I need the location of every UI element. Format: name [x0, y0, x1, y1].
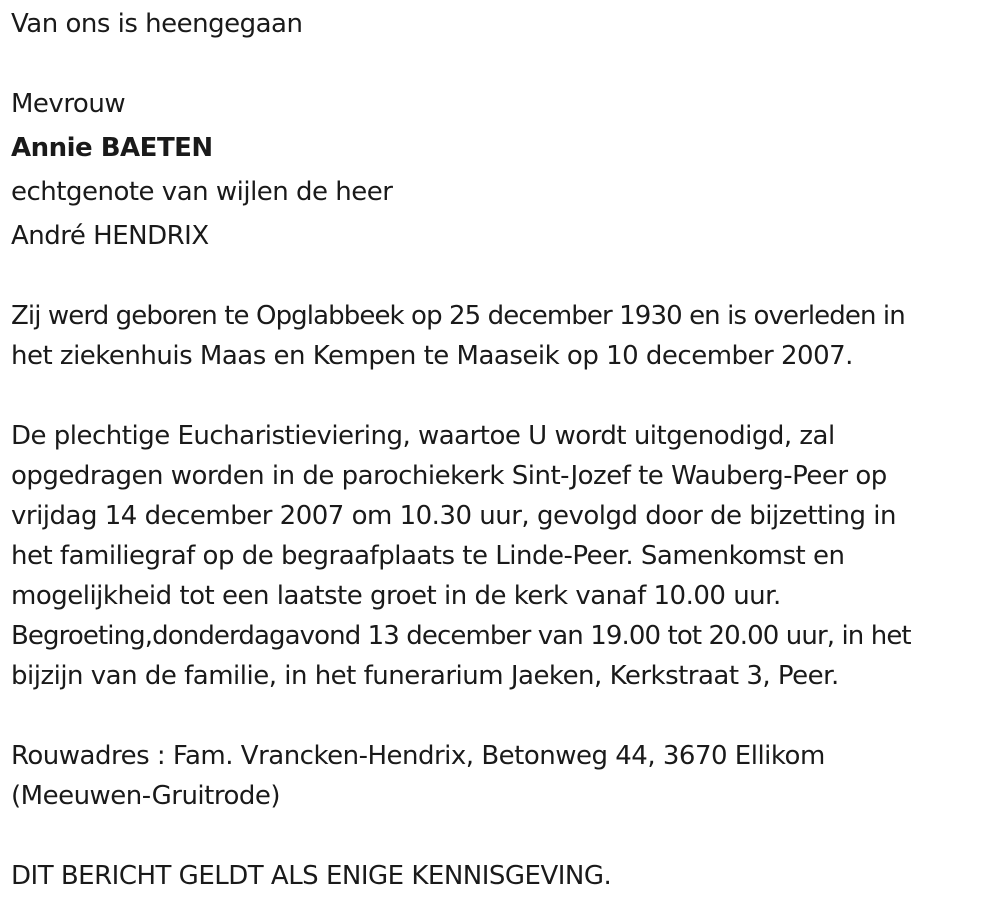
notice-line: DIT BERICHT GELDT ALS ENIGE KENNISGEVING.: [11, 861, 612, 891]
paragraph-line: het familiegraf op de begraafplaats te Linde-Peer. Samenkomst en: [11, 541, 845, 571]
paragraph-line: bijzijn van de familie, in het funerarium Jaeken, Kerkstraat 3, Peer.: [11, 661, 839, 691]
paragraph-line: mogelijkheid tot een laatste groet in de kerk vanaf 10.00 uur.: [11, 581, 781, 611]
paragraph-line: vrijdag 14 december 2007 om 10.30 uur, gevolgd door de bijzetting in: [11, 501, 896, 531]
address-line: Rouwadres : Fam. Vrancken-Hendrix, Betonweg 44, 3670 Ellikom: [11, 741, 825, 771]
birth-death-paragraph: [11, 296, 996, 376]
deceased-name: Annie BAETEN: [11, 133, 213, 163]
death-notice: [11, 0, 996, 896]
mourning-address: [11, 736, 996, 816]
spouse-name: André HENDRIX: [11, 221, 209, 251]
intro-line: Van ons is heengegaan: [11, 9, 303, 39]
paragraph-line: het ziekenhuis Maas en Kempen te Maaseik op 10 december 2007.: [11, 341, 853, 371]
paragraph-line: Zij werd geboren te Opglabbeek op 25 december 1930 en is overleden in: [11, 301, 905, 331]
relation-line: echtgenote van wijlen de heer: [11, 177, 393, 207]
paragraph-line: opgedragen worden in de parochiekerk Sint-Jozef te Wauberg-Peer op: [11, 461, 887, 491]
paragraph-line: De plechtige Eucharistieviering, waartoe U wordt uitgenodigd, zal: [11, 421, 835, 451]
address-line: (Meeuwen-Gruitrode): [11, 781, 281, 811]
paragraph-line: Begroeting,donderdagavond 13 december van 19.00 tot 20.00 uur, in het: [11, 621, 911, 651]
title-prefix: Mevrouw: [11, 89, 126, 119]
ceremony-paragraph: [11, 416, 996, 696]
